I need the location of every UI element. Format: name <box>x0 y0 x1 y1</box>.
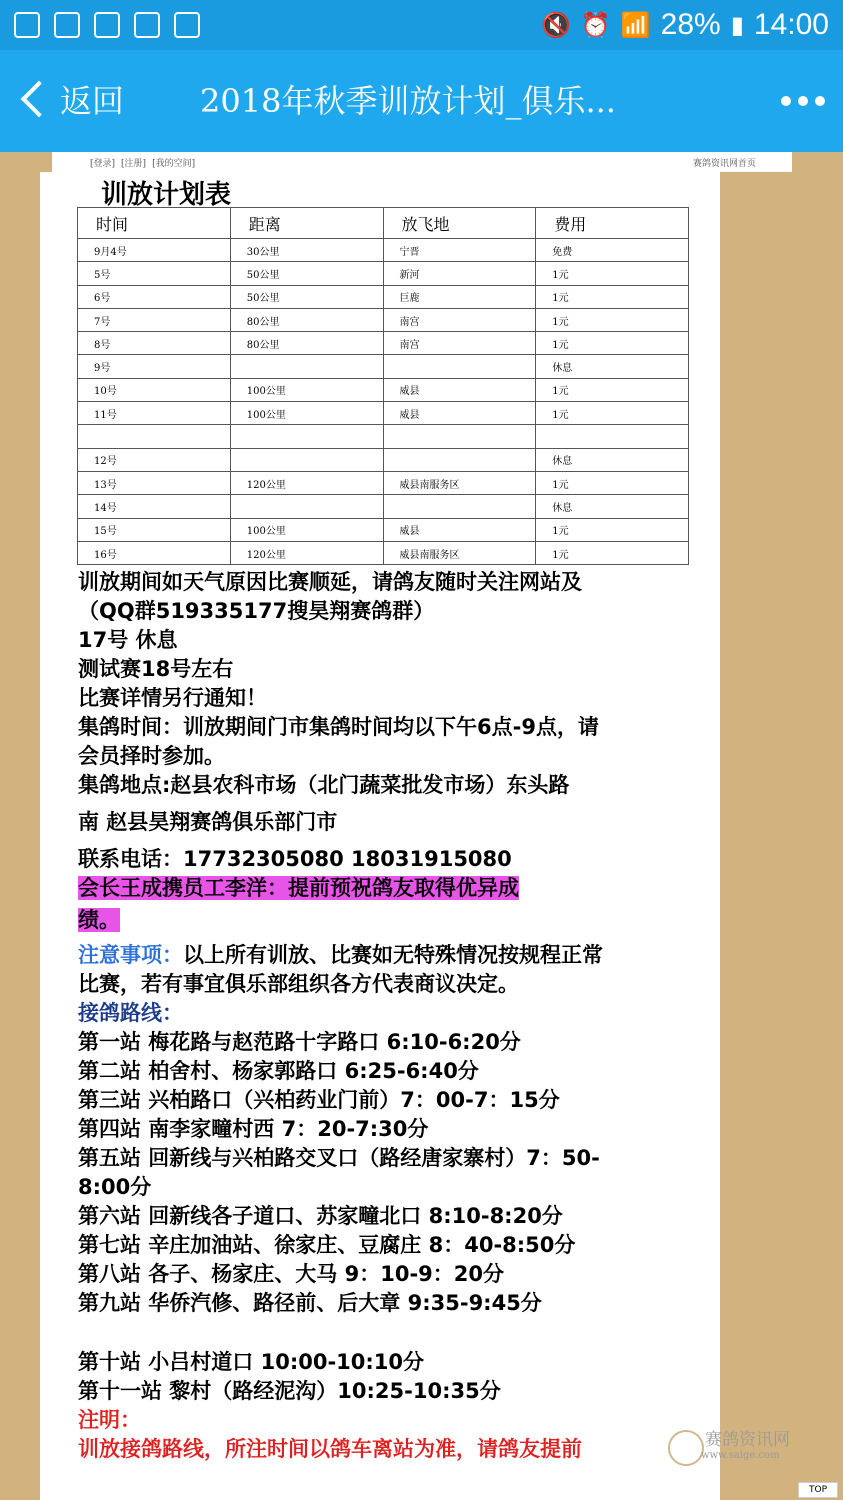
wish-text: 会长王成携员工李洋：提前预祝鸽友取得优异成 <box>78 876 519 900</box>
cell-release-site: 南宫 <box>383 308 536 331</box>
header-release-site: 放飞地 <box>383 208 536 239</box>
station-item: 第七站 辛庄加油站、徐家庄、豆腐庄 8：40-8:50分 <box>78 1233 576 1257</box>
notification-icons <box>14 12 200 38</box>
cell-distance: 100公里 <box>230 402 383 425</box>
station-item: 第四站 南李家疃村西 7：20-7:30分 <box>78 1117 429 1141</box>
cell-time: 7号 <box>78 308 231 331</box>
station-item: 第五站 回新线与兴柏路交叉口（路经唐家寨村）7：50- <box>78 1146 600 1170</box>
cell-distance: 30公里 <box>230 239 383 262</box>
dot-icon <box>815 96 825 106</box>
table-row <box>78 378 689 401</box>
wish-line <box>78 874 718 903</box>
table-body <box>78 239 689 565</box>
cell-time: 12号 <box>78 448 231 471</box>
cell-release-site: 南宫 <box>383 332 536 355</box>
station-11: 第十一站 黎村（路经泥沟）10:25-10:35分 <box>78 1379 501 1403</box>
cell-fee: 1元 <box>536 378 689 401</box>
back-to-top-button[interactable]: TOP <box>798 1482 838 1498</box>
cell-time: 10号 <box>78 378 231 401</box>
status-bar <box>0 0 843 50</box>
collect-place-cont: 南 赵县昊翔赛鸽俱乐部门市 <box>78 810 338 834</box>
app-notification-icon <box>94 12 120 38</box>
cell-fee: 1元 <box>536 332 689 355</box>
cell-fee: 免费 <box>536 239 689 262</box>
cell-release-site: 新河 <box>383 262 536 285</box>
attention-line <box>78 941 718 970</box>
table-row <box>78 471 689 494</box>
cell-release-site: 威县 <box>383 378 536 401</box>
cell-time: 14号 <box>78 495 231 518</box>
cell-release-site <box>383 448 536 471</box>
table-row <box>78 355 689 378</box>
table-row <box>78 285 689 308</box>
battery-percent: 28% <box>660 8 721 41</box>
training-plan-table <box>77 207 689 565</box>
header-distance: 距离 <box>230 208 383 239</box>
status-right <box>541 8 829 42</box>
wish-text-cont: 绩。 <box>78 908 120 932</box>
plan-title: 训放计划表 <box>101 180 232 210</box>
cell-release-site <box>383 425 536 448</box>
table-row <box>78 239 689 262</box>
station-list <box>78 1028 718 1318</box>
cell-distance: 50公里 <box>230 262 383 285</box>
cell-distance: 80公里 <box>230 308 383 331</box>
wish-line-cont <box>78 906 718 935</box>
cell-fee: 1元 <box>536 308 689 331</box>
cell-release-site: 威县 <box>383 402 536 425</box>
cell-fee: 休息 <box>536 355 689 378</box>
cell-release-site <box>383 495 536 518</box>
article-body <box>78 568 718 1464</box>
route-label: 接鸽路线： <box>78 1001 183 1025</box>
note-text: 训放接鸽路线，所注时间以鸽车离站为准，请鸽友提前 <box>78 1437 582 1461</box>
station-10: 第十站 小吕村道口 10:00-10:10分 <box>78 1350 425 1374</box>
cell-release-site: 巨鹿 <box>383 285 536 308</box>
cell-distance <box>230 448 383 471</box>
note-label: 注明： <box>78 1408 141 1432</box>
spacer <box>78 1318 718 1348</box>
qq-group-notice: （QQ群519335177搜昊翔赛鸽群） <box>78 599 435 623</box>
table-row <box>78 425 689 448</box>
cell-time: 9号 <box>78 355 231 378</box>
page-title: 2018年秋季训放计划_俱乐... <box>200 82 616 120</box>
cell-fee: 1元 <box>536 518 689 541</box>
cell-fee: 休息 <box>536 448 689 471</box>
collect-time: 集鸽时间：训放期间门市集鸽时间均以下午6点-9点，请 <box>78 715 599 739</box>
dot-icon <box>798 96 808 106</box>
cell-time: 16号 <box>78 541 231 564</box>
battery-icon: ▮ <box>730 11 744 39</box>
cell-fee: 1元 <box>536 402 689 425</box>
cell-distance: 80公里 <box>230 332 383 355</box>
cell-time: 8号 <box>78 332 231 355</box>
collect-time-cont: 会员择时参加。 <box>78 744 225 768</box>
cell-distance <box>230 355 383 378</box>
alarm-icon: ⏰ <box>580 11 611 39</box>
contact-phone: 联系电话：17732305080 18031915080 <box>78 847 512 871</box>
wifi-icon: 📶 <box>620 11 651 39</box>
cell-release-site: 威县南服务区 <box>383 541 536 564</box>
article-page <box>40 172 720 1500</box>
table-row <box>78 541 689 564</box>
station-item: 第一站 梅花路与赵范路十字路口 6:10-6:20分 <box>78 1030 521 1054</box>
my-space-link[interactable]: [我的空间] <box>152 159 196 169</box>
header-fee: 费用 <box>536 208 689 239</box>
attention-text-cont: 比赛，若有事宜俱乐部组织各方代表商议决定。 <box>78 972 519 996</box>
mute-icon: 🔇 <box>540 11 571 39</box>
cell-distance <box>230 495 383 518</box>
table-row <box>78 308 689 331</box>
station-item: 8:00分 <box>78 1175 152 1199</box>
cell-fee: 1元 <box>536 471 689 494</box>
delay-notice: 训放期间如天气原因比赛顺延，请鸽友随时关注网站及 <box>78 570 582 594</box>
cell-release-site: 威县南服务区 <box>383 471 536 494</box>
watermark-site: www.saige.com <box>701 1450 780 1461</box>
watermark <box>665 1425 790 1461</box>
more-menu-button[interactable] <box>781 96 825 106</box>
clock: 14:00 <box>753 8 829 41</box>
cell-distance: 100公里 <box>230 378 383 401</box>
table-row <box>78 332 689 355</box>
cell-distance <box>230 425 383 448</box>
cell-fee <box>536 425 689 448</box>
app-notification-icon <box>134 12 160 38</box>
register-link[interactable]: [注册] <box>121 159 147 169</box>
app-notification-icon <box>174 12 200 38</box>
app-notification-icon <box>54 12 80 38</box>
attention-label: 注意事项： <box>78 943 183 967</box>
nav-bar <box>0 50 843 152</box>
cell-distance: 50公里 <box>230 285 383 308</box>
app-notification-icon <box>14 12 40 38</box>
station-item: 第三站 兴柏路口（兴柏药业门前）7：00-7：15分 <box>78 1088 560 1112</box>
cell-time: 15号 <box>78 518 231 541</box>
chevron-left-icon <box>21 81 58 118</box>
home-link[interactable]: 赛鸽资讯网首页 <box>692 159 756 169</box>
station-item: 第八站 各子、杨家庄、大马 9：10-9：20分 <box>78 1262 505 1286</box>
table-row <box>78 495 689 518</box>
table-row <box>78 518 689 541</box>
details-notice: 比赛详情另行通知！ <box>78 686 267 710</box>
station-item: 第九站 华侨汽修、路径前、后大章 9:35-9:45分 <box>78 1291 542 1315</box>
cell-distance: 120公里 <box>230 471 383 494</box>
cell-fee: 1元 <box>536 262 689 285</box>
test-race: 测试赛18号左右 <box>78 657 234 681</box>
cell-time: 11号 <box>78 402 231 425</box>
cell-time: 13号 <box>78 471 231 494</box>
login-link[interactable]: [登录] <box>90 159 116 169</box>
back-label: 返回 <box>60 82 125 120</box>
table-row <box>78 402 689 425</box>
cell-time: 6号 <box>78 285 231 308</box>
table-row <box>78 262 689 285</box>
site-top-links <box>52 152 792 172</box>
watermark-name: 赛鸽资讯网 <box>705 1430 790 1450</box>
cell-fee: 休息 <box>536 495 689 518</box>
station-item: 第六站 回新线各子道口、苏家疃北口 8:10-8:20分 <box>78 1204 563 1228</box>
cell-fee: 1元 <box>536 541 689 564</box>
cell-time: 9月4号 <box>78 239 231 262</box>
header-time: 时间 <box>78 208 231 239</box>
back-button[interactable] <box>16 76 124 122</box>
table-header-row <box>78 208 689 239</box>
dot-icon <box>781 96 791 106</box>
table-row <box>78 448 689 471</box>
cell-release-site: 威县 <box>383 518 536 541</box>
cell-distance: 120公里 <box>230 541 383 564</box>
collect-place: 集鸽地点:赵县农科市场（北门蔬菜批发市场）东头路 <box>78 773 570 797</box>
cell-distance: 100公里 <box>230 518 383 541</box>
station-item: 第二站 柏舍村、杨家郭路口 6:25-6:40分 <box>78 1059 479 1083</box>
cell-fee: 1元 <box>536 285 689 308</box>
cell-time <box>78 425 231 448</box>
day17-rest: 17号 休息 <box>78 628 178 652</box>
cell-release-site: 宁晋 <box>383 239 536 262</box>
cell-release-site <box>383 355 536 378</box>
attention-text: 以上所有训放、比赛如无特殊情况按规程正常 <box>183 943 603 967</box>
cell-time: 5号 <box>78 262 231 285</box>
